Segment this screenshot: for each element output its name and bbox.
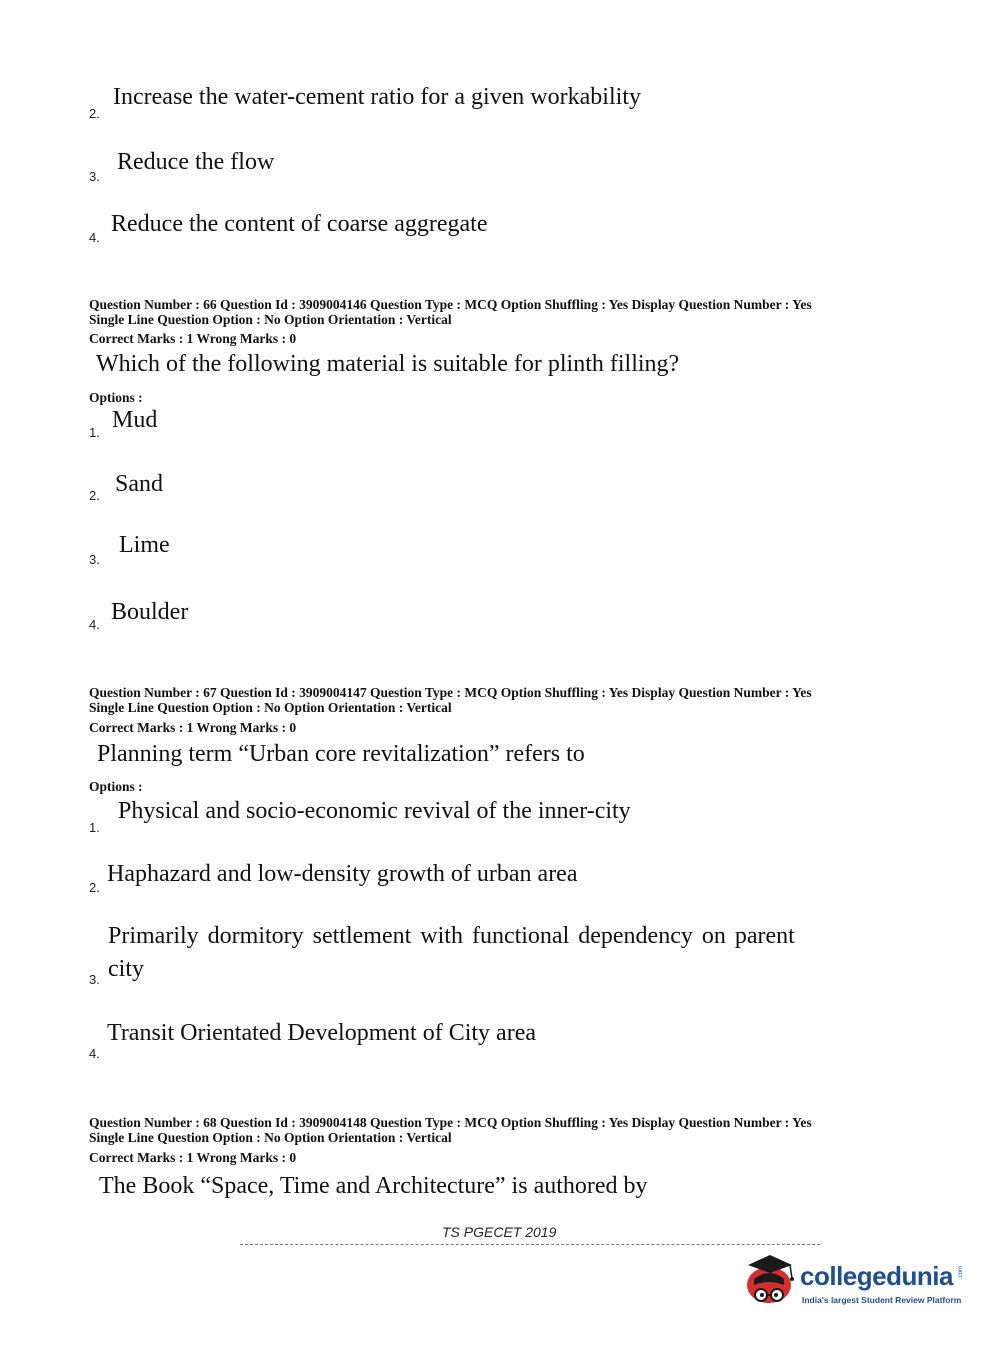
question-meta-line1: Question Number : 68 Question Id : 3909004148 Question Type : MCQ Option Shuffling : Yes Display Question Number : Yes bbox=[89, 1115, 812, 1130]
option-text: Primarily dormitory settlement with functional dependency on parent bbox=[108, 923, 795, 949]
option-text: Reduce the content of coarse aggregate bbox=[111, 211, 488, 237]
options-label: Options : bbox=[89, 390, 143, 405]
option-text: Haphazard and low-density growth of urban area bbox=[107, 861, 578, 887]
question-text: Which of the following material is suitable for plinth filling? bbox=[96, 351, 680, 377]
option-number: 4. bbox=[89, 1046, 100, 1061]
question-text: Planning term “Urban core revitalization” refers to bbox=[97, 741, 585, 767]
question-meta-line1: Question Number : 66 Question Id : 3909004146 Question Type : MCQ Option Shuffling : Yes Display Question Number : Yes bbox=[89, 297, 812, 312]
options-label: Options : bbox=[89, 779, 143, 794]
option-number: 2. bbox=[89, 880, 100, 895]
option-text: Mud bbox=[112, 407, 158, 433]
option-number: 2. bbox=[89, 106, 100, 121]
option-number: 3. bbox=[89, 552, 100, 567]
option-text: Transit Orientated Development of City area bbox=[107, 1020, 536, 1046]
option-number: 4. bbox=[89, 230, 100, 245]
option-number: 4. bbox=[89, 617, 100, 632]
question-meta-line1: Question Number : 67 Question Id : 3909004147 Question Type : MCQ Option Shuffling : Yes Display Question Number : Yes bbox=[89, 685, 812, 700]
option-text: Boulder bbox=[111, 599, 189, 625]
option-text: Increase the water-cement ratio for a given workability bbox=[113, 84, 641, 110]
option-text: Lime bbox=[119, 532, 170, 558]
question-meta-line2: Single Line Question Option : No Option Orientation : Vertical bbox=[89, 700, 452, 715]
option-number: 2. bbox=[89, 488, 100, 503]
graduation-cap-mascot-icon bbox=[740, 1245, 802, 1307]
footer-divider bbox=[240, 1244, 820, 1245]
question-text: The Book “Space, Time and Architecture” is authored by bbox=[99, 1173, 648, 1199]
logo-wordmark: collegedunia bbox=[800, 1261, 953, 1291]
page-footer: TS PGECET 2019 bbox=[442, 1224, 557, 1240]
logo-domain: .com bbox=[958, 1266, 964, 1280]
logo-tagline: India's largest Student Review Platform bbox=[802, 1295, 962, 1305]
question-meta-line2: Single Line Question Option : No Option Orientation : Vertical bbox=[89, 312, 452, 327]
question-marks: Correct Marks : 1 Wrong Marks : 0 bbox=[89, 1150, 297, 1165]
option-text-continued: city bbox=[108, 956, 144, 982]
option-number: 3. bbox=[89, 972, 100, 987]
option-text: Reduce the flow bbox=[117, 149, 275, 175]
option-number: 1. bbox=[89, 425, 100, 440]
option-number: 3. bbox=[89, 169, 100, 184]
option-text: Sand bbox=[115, 471, 163, 497]
question-marks: Correct Marks : 1 Wrong Marks : 0 bbox=[89, 720, 297, 735]
option-text: Physical and socio-economic revival of the inner-city bbox=[118, 798, 631, 824]
question-meta-line2: Single Line Question Option : No Option Orientation : Vertical bbox=[89, 1130, 452, 1145]
option-number: 1. bbox=[89, 820, 100, 835]
question-marks: Correct Marks : 1 Wrong Marks : 0 bbox=[89, 331, 297, 346]
